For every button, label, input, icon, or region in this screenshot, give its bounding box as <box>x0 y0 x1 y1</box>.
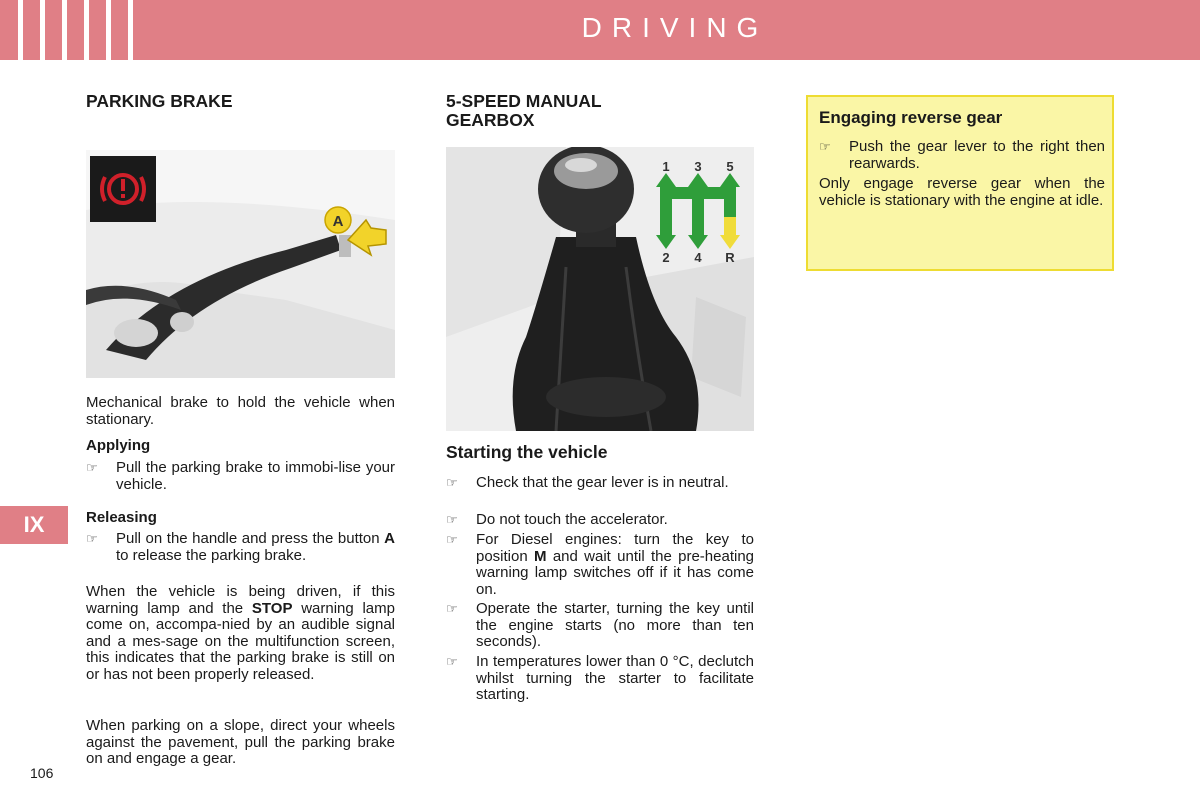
svg-text:2: 2 <box>662 250 670 265</box>
pointing-hand-icon: ☞ <box>446 532 458 547</box>
reverse-gear-note: Only engage reverse gear when the vehicle is stationary with the engine at idle. <box>819 175 1105 209</box>
pointing-hand-icon: ☞ <box>446 654 458 669</box>
svg-text:4: 4 <box>694 250 702 265</box>
page-title: DRIVING <box>581 12 769 43</box>
gear-lever-image <box>446 147 754 431</box>
applying-bullet: ☞ Pull the parking brake to immobi-lise your vehicle. <box>86 459 395 493</box>
starting-bullet-4: ☞ Operate the starter, turning the key until the engine starts (no more than ten seconds). <box>446 600 754 650</box>
releasing-bullet: ☞ Pull on the handle and press the button A to release the parking brake. <box>86 530 395 564</box>
reverse-gear-box <box>806 95 1114 271</box>
pointing-hand-icon: ☞ <box>819 139 831 154</box>
releasing-heading: Releasing <box>86 509 157 526</box>
starting-bullet-3: ☞ For Diesel engines: turn the key to position M and wait until the pre-heating warning lamp switches off if it has come on. <box>446 531 755 598</box>
reverse-gear-heading: Engaging reverse gear <box>819 108 1003 127</box>
callout-a-label: A <box>332 213 344 230</box>
starting-heading: Starting the vehicle <box>446 442 608 462</box>
starting-bullet-2: ☞ Do not touch the accelerator. <box>446 511 668 528</box>
chapter-tab: IX <box>0 506 68 544</box>
gearbox-heading: 5-SPEED MANUAL GEARBOX <box>446 91 602 130</box>
reverse-gear-bullet: ☞ Push the gear lever to the right then rearwards. <box>819 138 1105 172</box>
parking-brake-heading: PARKING BRAKE <box>86 91 233 111</box>
svg-text:5: 5 <box>726 159 734 174</box>
brake-warning-lamp-icon <box>90 156 156 222</box>
header-stripes <box>0 0 150 60</box>
slope-para: When parking on a slope, direct your wheels against the pavement, pull the parking brake on and engage a gear. <box>86 717 395 767</box>
driving-warning-para: When the vehicle is being driven, if this warning lamp and the STOP warning lamp come on, accompa-nied by an audible signal and a mes-sage on the multifunction screen, this indicates that the parking brake is still on or has not been properly released. <box>86 583 395 683</box>
svg-text:R: R <box>725 250 735 265</box>
page-number: 106 <box>30 765 54 781</box>
starting-bullet-1: ☞ Check that the gear lever is in neutral. <box>446 474 729 491</box>
svg-text:1: 1 <box>662 159 670 174</box>
parking-brake-intro: Mechanical brake to hold the vehicle when stationary. <box>86 394 395 428</box>
pointing-hand-icon: ☞ <box>446 601 458 616</box>
starting-bullet-5: ☞ In temperatures lower than 0 °C, declutch whilst turning the starter to facilitate starting. <box>446 653 754 703</box>
pointing-hand-icon: ☞ <box>86 531 98 546</box>
applying-heading: Applying <box>86 437 151 454</box>
pointing-hand-icon: ☞ <box>446 512 458 527</box>
parking-brake-image <box>86 150 395 378</box>
pointing-hand-icon: ☞ <box>446 475 458 490</box>
svg-text:3: 3 <box>694 159 702 174</box>
header-band <box>0 0 1200 60</box>
pointing-hand-icon: ☞ <box>86 460 98 475</box>
